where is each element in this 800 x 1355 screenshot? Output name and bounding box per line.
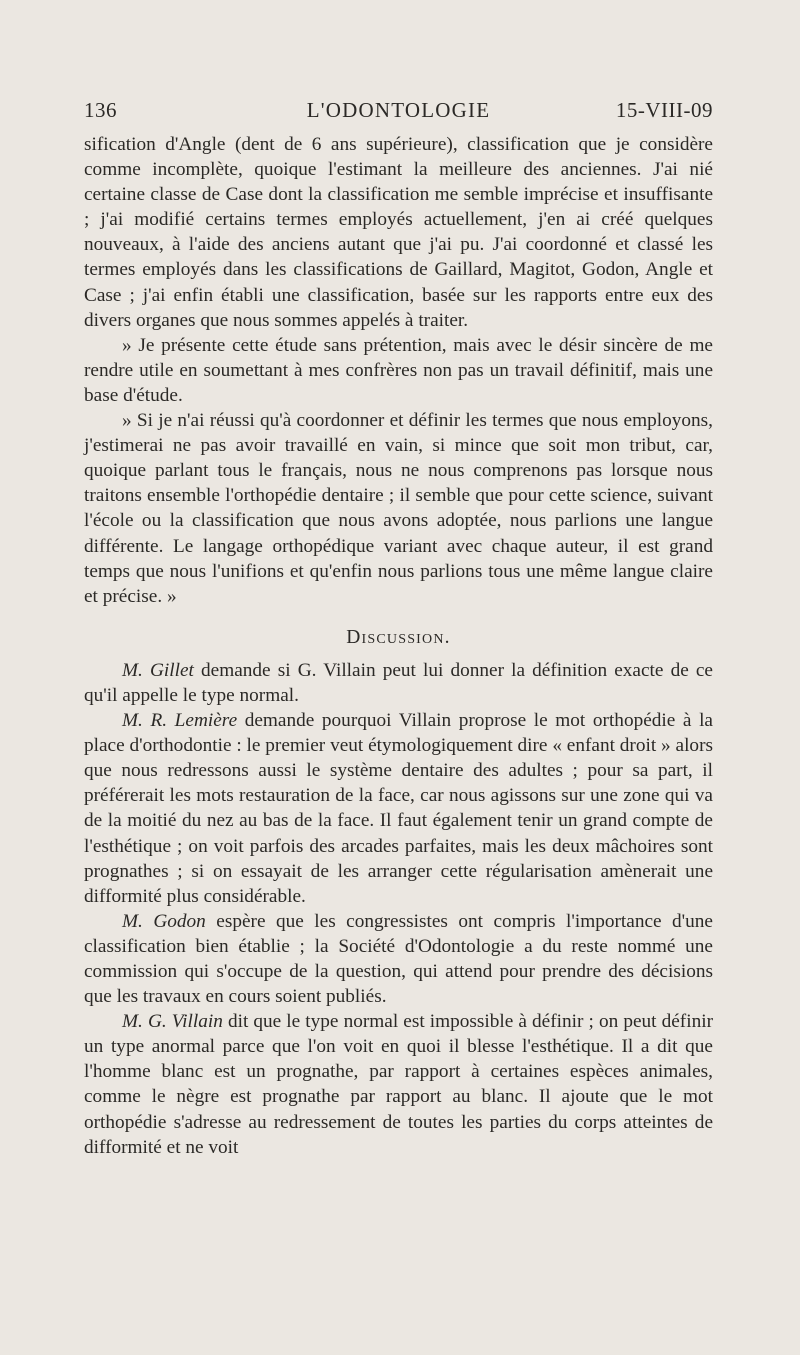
paragraph-continuation: sification d'Angle (dent de 6 ans supérieure), classification que je considère comme incomplète, quoique l'estimant la meilleure des anciennes. J'ai nié certaine classe de Case dont la classification me semble imprécise et insuffisante ; j'ai modifié certains termes employés actuellement, j'en ai créé quelques nouveaux, à l'aide des anciens autant que j'ai pu. J'ai coordonné et classé les termes employés dans les classifications de Gaillard, Magitot, Godon, Angle et Case ; j'ai enfin établi une classification, basée sur les rapports entre eux des divers organes que nous sommes appelés à traiter. <box>84 134 713 331</box>
discussion-heading: Discussion. <box>346 626 451 648</box>
discussion-entry <box>84 658 713 708</box>
speaker-name: M. G. Villain <box>122 1011 223 1033</box>
page-number: 136 <box>84 98 117 122</box>
entry-text: dit que le type normal est impossible à définir ; on peut définir un type anormal parce que l'on voit en quoi il blesse l'esthétique. Il a dit que l'homme blanc est un prognathe, par rapport à certaines espèces animales, comme le nègre est prognathe par rapport au blanc. Il ajoute que le mot orthopédie s'adresse au redressement de toutes les parties du corps atteintes de difformité et ne voit <box>84 1011 713 1158</box>
issue-date: 15-VIII-09 <box>615 98 713 122</box>
discussion-entry <box>84 909 713 1009</box>
paragraph-quote-2: » Si je n'ai réussi qu'à coordonner et définir les termes que nous employons, j'estimerai ne pas avoir travaillé en vain, si mince que soit mon tribut, car, quoique parlant tous le français, nous ne nous comprenons pas lorsque nous traitons ensemble l'orthopédie dentaire ; il semble que pour cette science, suivant l'école ou la classification que nous avons adoptée, nous parlions une langue différente. Le langage orthopédique variant avec chaque auteur, il est grand temps que nous l'unifions et qu'enfin nous parlions tous une même langue claire et précise. » <box>84 410 713 607</box>
entry-text: espère que les congressistes ont compris l'importance d'une classification bien établie ; la Société d'Odontologie a du reste nommé une commission qui s'occupe de la question, qui attend pour prendre des décisions que les travaux en cours soient publiés. <box>84 910 713 1008</box>
speaker-name: M. Godon <box>122 910 206 932</box>
running-header <box>84 98 713 132</box>
paragraph-quote-1: » Je présente cette étude sans prétention, mais avec le désir sincère de me rendre utile en soumettant à mes confrères non pas un travail définitif, mais une base d'étude. <box>84 334 713 406</box>
speaker-name: M. R. Lemière <box>122 710 238 732</box>
discussion-entry <box>84 1009 713 1160</box>
journal-title: L'ODONTOLOGIE <box>306 98 491 122</box>
body-text <box>84 132 713 1160</box>
document-page <box>84 98 713 1160</box>
discussion-entry <box>84 708 713 909</box>
entry-text: demande pourquoi Villain proprose le mot orthopédie à la place d'orthodontie : le premier veut étymologiquement dire « enfant droit » alors que nous redressons aussi le système dentaire des adultes ; pour sa part, il préférerait les mots restauration de la face, car nous agissons sur une zone qui va de la moitié du nez au bas de la face. Il faut également tenir un grand compte de l'esthétique ; on voit parfois des arcades parfaites, mais les deux mâchoires sont prognathes ; si on essayait de les arranger cette régularisation amènerait une difformité plus considérable. <box>84 710 713 907</box>
entry-text: demande si G. Villain peut lui donner la définition exacte de ce qu'il appelle le type normal. <box>84 659 713 706</box>
speaker-name: M. Gillet <box>122 659 194 681</box>
